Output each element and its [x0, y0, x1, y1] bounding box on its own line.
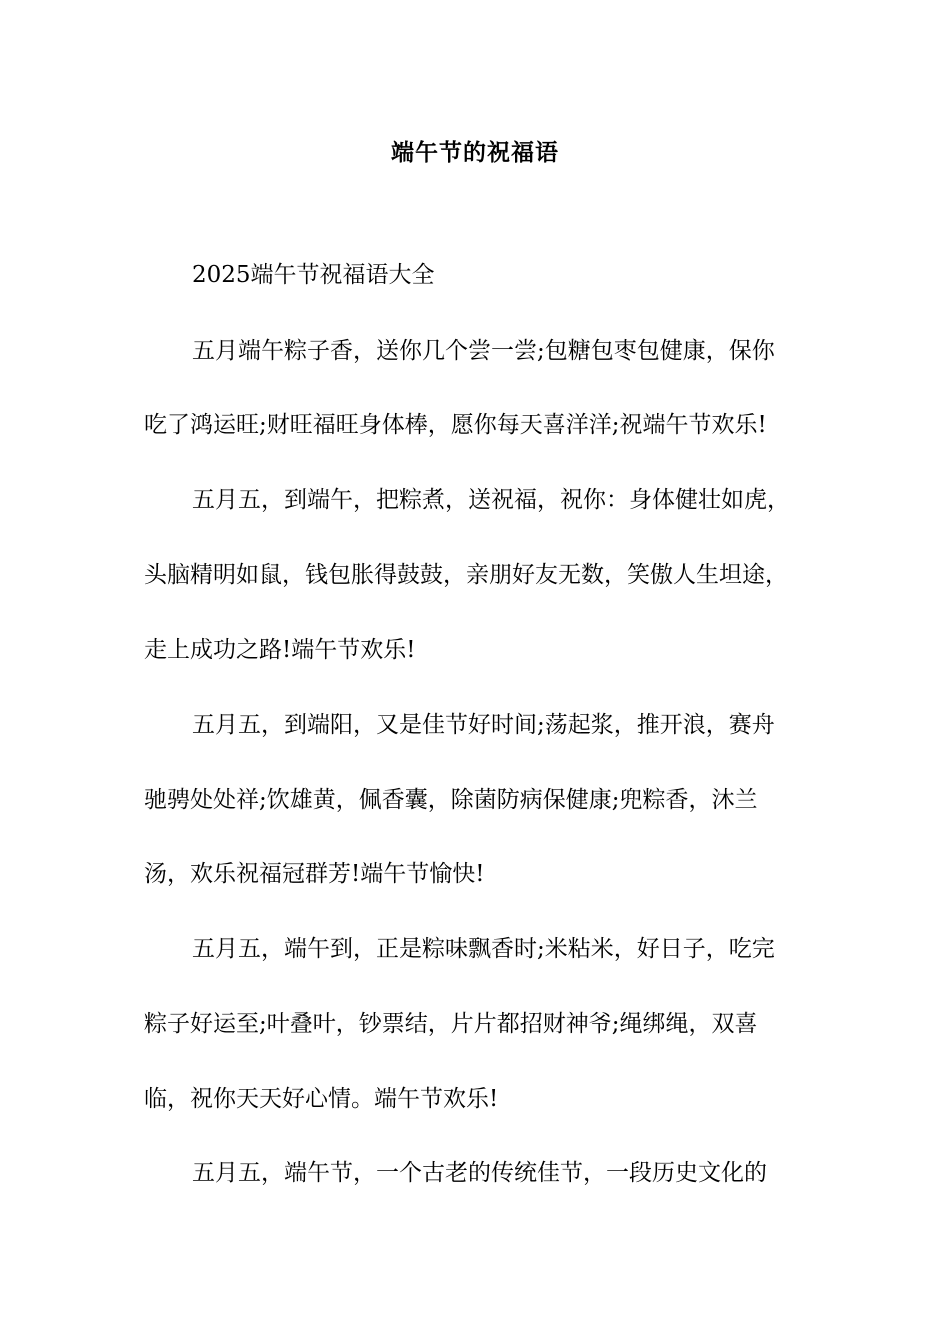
paragraph-line: 汤，欢乐祝福冠群芳!端午节愉快!	[144, 861, 485, 887]
paragraph-line: 五月端午粽子香，送你几个尝一尝;包糖包枣包健康，保你	[192, 338, 775, 364]
paragraph-line: 五月五，端午节，一个古老的传统佳节，一段历史文化的	[192, 1160, 767, 1186]
paragraph-line: 头脑精明如鼠，钱包胀得鼓鼓，亲朋好友无数，笑傲人生坦途，	[144, 562, 788, 588]
paragraph-line: 走上成功之路!端午节欢乐!	[144, 637, 416, 663]
subtitle-line: 2025端午节祝福语大全	[192, 262, 435, 288]
paragraph-line: 五月五，端午到，正是粽味飘香时;米粘米，好日子，吃完	[192, 936, 775, 962]
paragraph-line: 临，祝你天天好心情。端午节欢乐!	[144, 1086, 499, 1112]
document-title: 端午节的祝福语	[391, 139, 559, 166]
paragraph-line: 五月五，到端阳，又是佳节好时间;荡起浆，推开浪，赛舟	[192, 712, 775, 738]
paragraph-line: 吃了鸿运旺;财旺福旺身体棒，愿你每天喜洋洋;祝端午节欢乐!	[144, 412, 767, 438]
paragraph-line: 驰骋处处祥;饮雄黄，佩香囊，除菌防病保健康;兜粽香，沐兰	[144, 787, 758, 813]
paragraph-line: 粽子好运至;叶叠叶，钞票结，片片都招财神爷;绳绑绳，双喜	[144, 1011, 758, 1037]
paragraph-line: 五月五，到端午，把粽煮，送祝福，祝你：身体健壮如虎，	[192, 487, 790, 513]
